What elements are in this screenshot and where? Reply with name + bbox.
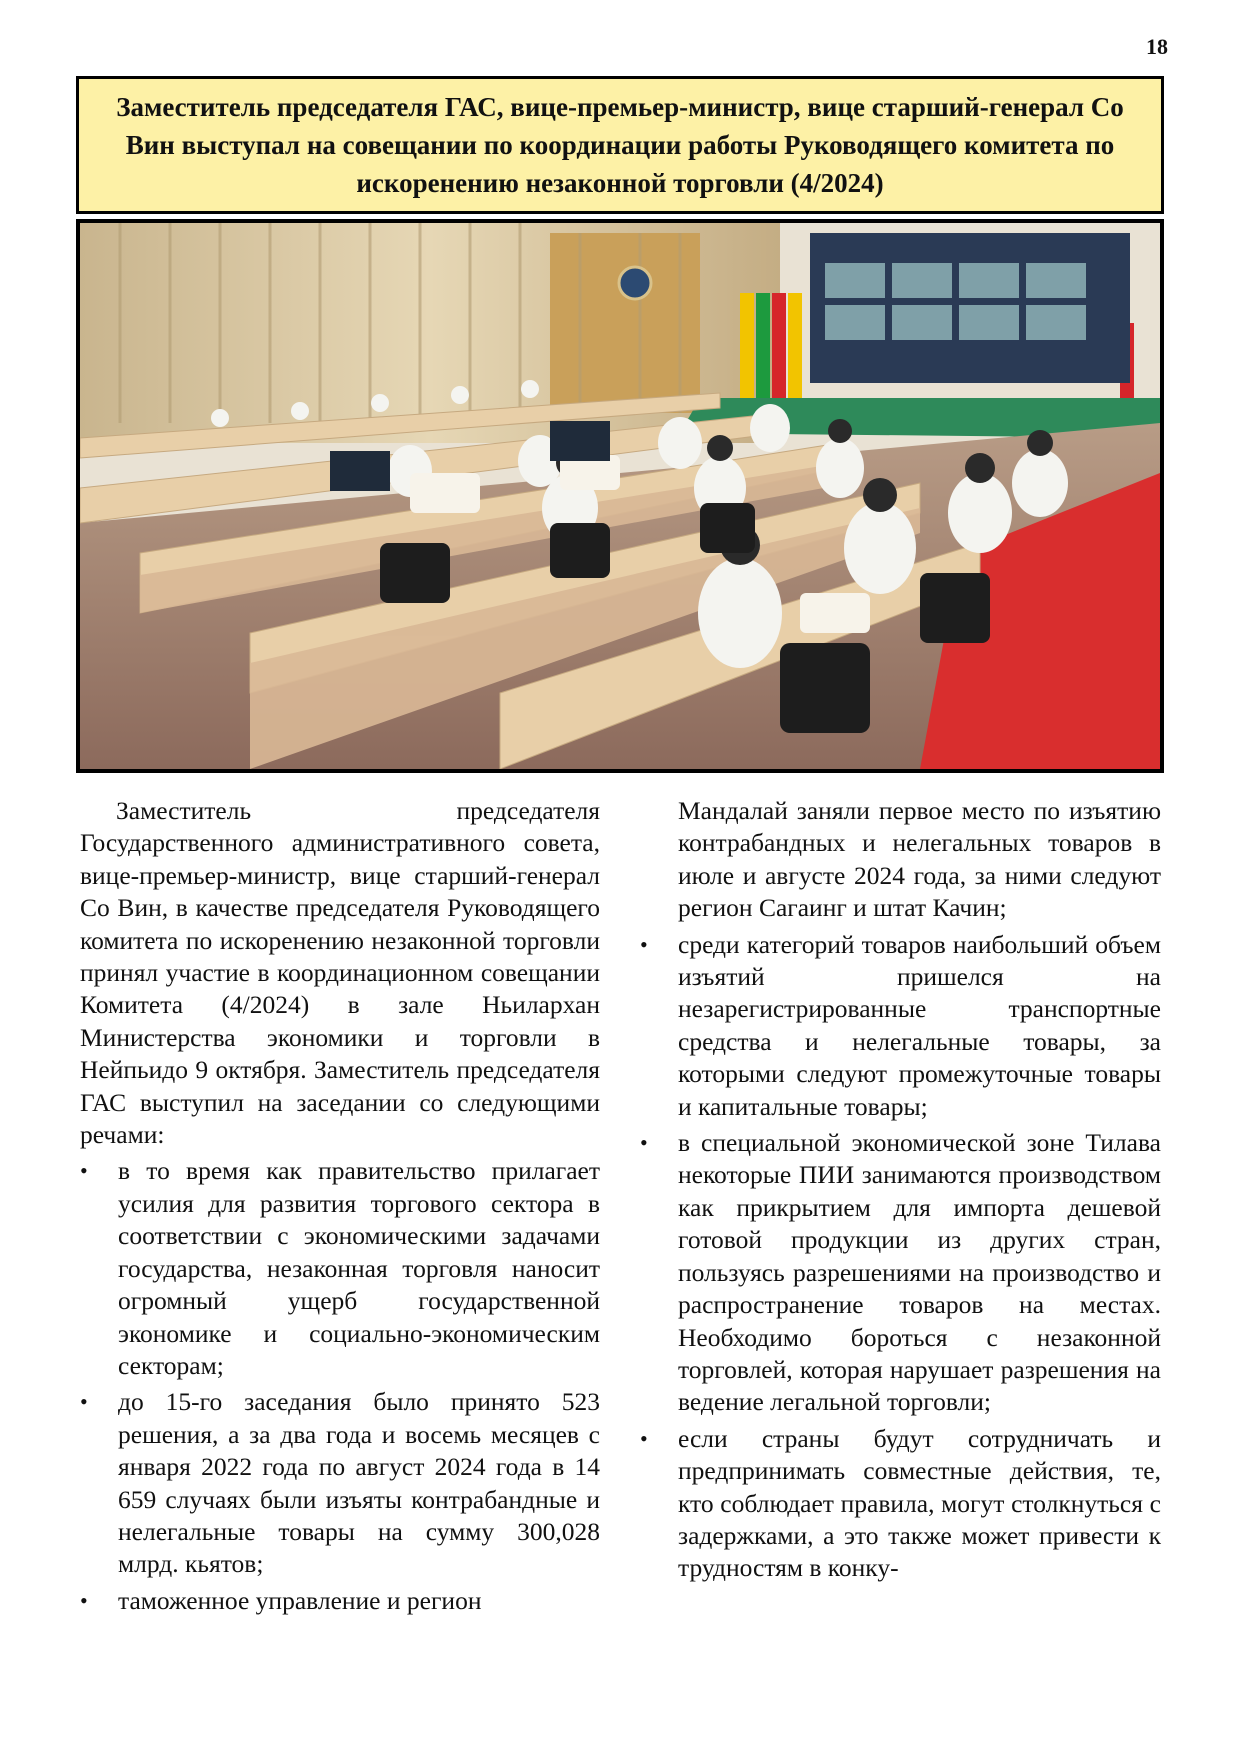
page-number: 18 (1146, 34, 1168, 59)
continuation-paragraph: Мандалай заняли первое место по изъятию контрабандных и нелегальных товаров в июле и августе 2024 года, за ними следуют регион Сагаинг и штат Качин; (678, 796, 1161, 923)
bullet-item: • если страны будут сотрудничать и предпринимать совместные действия, те, кто соблюдает правила, могут столкнуться с задержками, а это также может привести к трудностям в конку- (640, 1423, 1161, 1585)
bullet-item: • в то время как правительство прилагает усилия для развития торгового сектора в соответствии с экономическими задачами государства, незаконная торговля наносит огромный ущерб государственной экономике и социально-экономическим секторам; (80, 1155, 600, 1382)
left-bullet-list (80, 1155, 600, 1617)
title-box (76, 76, 1164, 214)
right-bullet-list (640, 929, 1161, 1585)
right-column (640, 795, 1161, 1585)
intro-paragraph: Заместитель председателя Государственного административного совета, вице-премьер-министр, вице старший-генерал Со Вин, в качестве председателя Руководящего комитета по искоренению незаконной торговли принял участие в координационном совещании Комитета (4/2024) в зале Ньилархан Министерства экономики и торговли в Нейпьидо 9 октября. Заместитель председателя ГАС выступил на заседании со следующими речами: (80, 796, 600, 1150)
bullet-item: • таможенное управление и регион (80, 1585, 600, 1617)
article-title: Заместитель председателя ГАС, вице-премьер-министр, вице старший-генерал Со Вин выступал на совещании по координации работы Руководящего комитета по искоренению незаконной торговли (4/2024) (116, 92, 1124, 198)
left-column (80, 795, 600, 1617)
bullet-item: • среди категорий товаров наибольший объем изъятий пришелся на незарегистрированные транспортные средства и нелегальные товары, за которыми следуют промежуточные товары и капитальные товары; (640, 929, 1161, 1123)
meeting-photo (76, 219, 1164, 773)
bullet-item: • до 15-го заседания было принято 523 решения, а за два года и восемь месяцев с января 2022 года по август 2024 года в 14 659 случаях были изъяты контрабандные и нелегальные товары на сумму 300,028 млрд. кьятов; (80, 1386, 600, 1580)
bullet-item: • в специальной экономической зоне Тилава некоторые ПИИ занимаются производством как прикрытием для импорта дешевой готовой продукции из других стран, пользуясь разрешениями на производство и распространение товаров на местах. Необходимо бороться с незаконной торговлей, которая нарушает разрешения на ведение легальной торговли; (640, 1127, 1161, 1419)
